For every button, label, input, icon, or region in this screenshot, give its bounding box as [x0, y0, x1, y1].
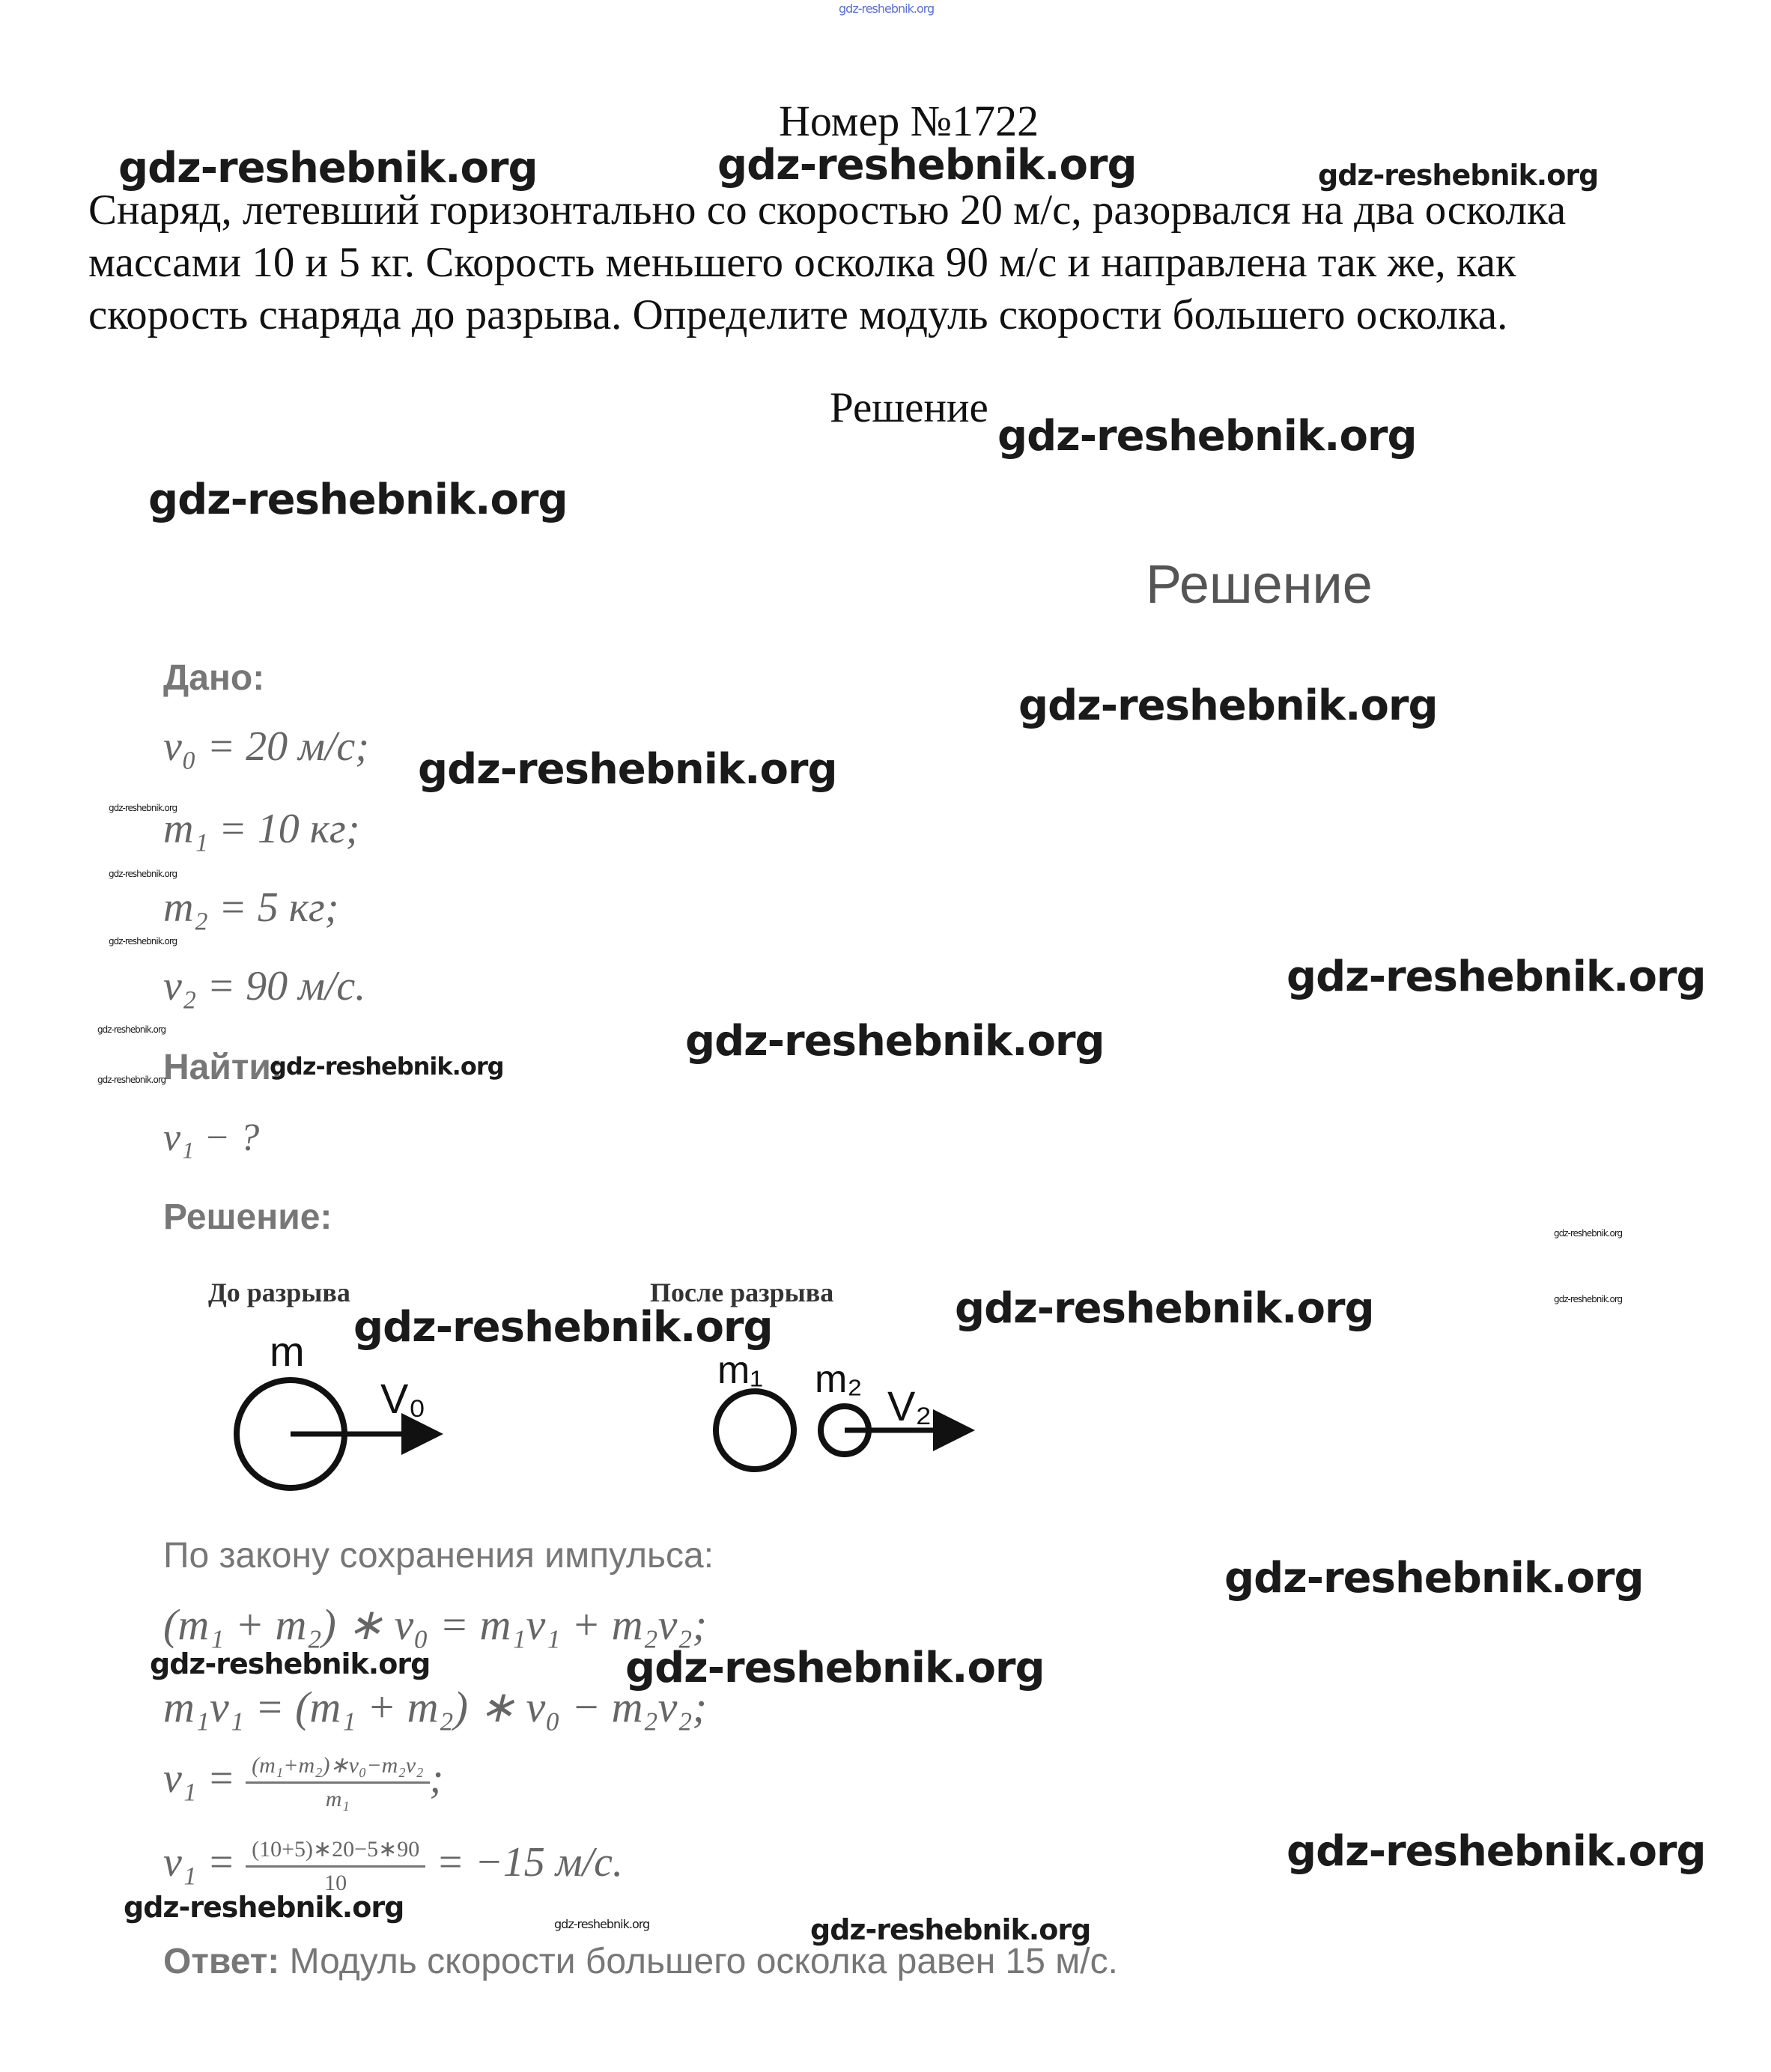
v0-label: V₀ — [380, 1375, 426, 1422]
given-label: Дано: — [163, 658, 265, 698]
problem-line-3: скорость снаряда до разрыва. Определите модуль скорости большего осколка. — [88, 291, 1508, 338]
watermark: gdz-reshebnik.org — [1018, 681, 1438, 730]
equation-1: (m₁ + m₂) ∗ v₀ = m₁v₁ + m₂v₂; — [163, 1600, 707, 1649]
find-label: Найти: — [163, 1048, 283, 1087]
find-value: v₁ − ? — [163, 1116, 260, 1159]
watermark: gdz-reshebnik.org — [1224, 1554, 1644, 1602]
eq4-denominator: 10 — [324, 1871, 347, 1895]
problem-line-2: массами 10 и 5 кг. Скорость меньшего осколка 90 м/с и направлена так же, как — [88, 239, 1516, 286]
watermark: gdz-reshebnik.org — [554, 1917, 650, 1931]
eq3-lhs: v₁ = — [163, 1754, 236, 1802]
watermark: gdz-reshebnik.org — [810, 1913, 1091, 1946]
watermark: gdz-reshebnik.org — [955, 1284, 1374, 1333]
watermark: gdz-reshebnik.org — [97, 1075, 166, 1085]
watermark: gdz-reshebnik.org — [418, 745, 837, 794]
eq3-numerator: (m₁+m₂)∗v₀−m₂v₂ — [246, 1752, 429, 1784]
given-v0: v₀ = 20 м/с; — [163, 723, 369, 770]
equation-4 — [163, 1836, 623, 1896]
watermark: gdz-reshebnik.org — [148, 476, 568, 524]
watermark: gdz-reshebnik.org — [1554, 1228, 1623, 1239]
eq3-denominator: m₁ — [325, 1787, 350, 1811]
law-text: По закону сохранения импульса: — [163, 1536, 714, 1576]
after-label: После разрыва — [650, 1277, 834, 1307]
answer-text: Модуль скорости большего осколка равен 15 м/с. — [289, 1942, 1118, 1981]
watermark: gdz-reshebnik.org — [97, 1024, 166, 1035]
answer — [163, 1941, 1118, 1982]
fragment1-circle — [716, 1391, 794, 1469]
watermark: gdz-reshebnik.org — [625, 1644, 1045, 1692]
equation-2: m₁v₁ = (m₁ + m₂) ∗ v₀ − m₂v₂; — [163, 1683, 707, 1731]
watermark: gdz-reshebnik.org — [717, 141, 1137, 189]
eq4-numerator: (10+5)∗20−5∗90 — [246, 1836, 425, 1868]
watermark: gdz-reshebnik.org — [270, 1052, 504, 1081]
watermark: gdz-reshebnik.org — [124, 1891, 404, 1924]
before-label: До разрыва — [208, 1277, 350, 1307]
answer-label: Ответ: — [163, 1942, 280, 1981]
given-m1: m₁ = 10 кг; — [163, 806, 360, 852]
watermark: gdz-reshebnik.org — [109, 869, 177, 879]
top-watermark: gdz-reshebnik.org — [839, 1, 935, 16]
watermark: gdz-reshebnik.org — [109, 803, 177, 813]
eq3-fraction — [246, 1752, 429, 1812]
watermark: gdz-reshebnik.org — [1287, 953, 1706, 1001]
problem-line-1: Снаряд, летевший горизонтально со скоростью 20 м/с, разорвался на два осколка — [88, 186, 1567, 234]
watermark: gdz-reshebnik.org — [1287, 1827, 1706, 1876]
watermark: gdz-reshebnik.org — [1318, 159, 1599, 192]
m1-label: m₁ — [717, 1349, 763, 1392]
solution-heading: Решение — [1146, 555, 1373, 615]
eq4-rhs: = −15 м/с. — [436, 1838, 623, 1886]
watermark: gdz-reshebnik.org — [1554, 1294, 1623, 1304]
eq4-lhs: v₁ = — [163, 1838, 236, 1886]
watermark: gdz-reshebnik.org — [150, 1647, 431, 1680]
watermark: gdz-reshebnik.org — [353, 1303, 773, 1352]
watermark: gdz-reshebnik.org — [109, 936, 177, 947]
page-title: Номер №1722 — [779, 97, 1039, 145]
eq4-fraction — [246, 1836, 425, 1896]
watermark: gdz-reshebnik.org — [685, 1017, 1105, 1066]
watermark: gdz-reshebnik.org — [118, 144, 538, 192]
equation-3: v₁ = $\frac{\text{(m₁+m₂)∗v₀−m₂v₂}}{\text{m₁}}$ ; — [163, 1753, 444, 1811]
watermark: gdz-reshebnik.org — [997, 412, 1417, 461]
m2-label: m₂ — [815, 1358, 863, 1401]
given-v2: v₂ = 90 м/с. — [163, 963, 366, 1009]
v2-label: V₂ — [887, 1382, 932, 1430]
given-m2: m₂ = 5 кг; — [163, 884, 339, 931]
mass-label: m — [270, 1328, 305, 1375]
solution-sub-label: Решение: — [163, 1197, 332, 1237]
solution-label: Решение — [830, 384, 988, 431]
